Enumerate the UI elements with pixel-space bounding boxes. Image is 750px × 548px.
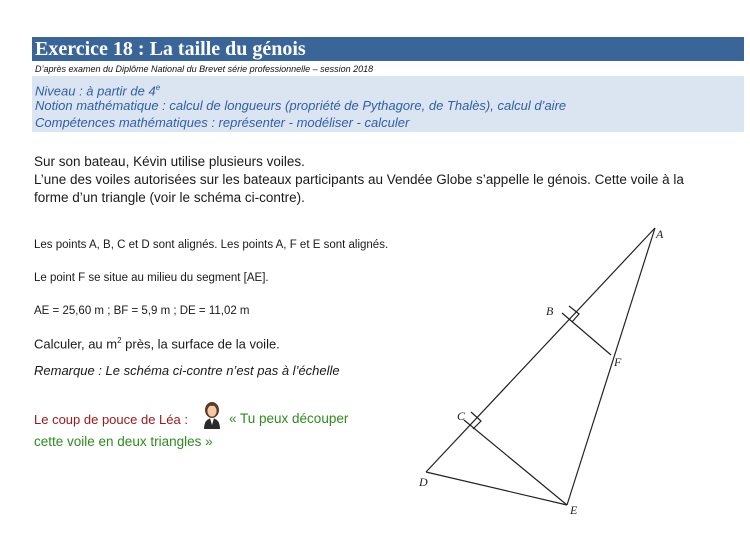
label-B: B bbox=[546, 304, 554, 318]
question-sup: 2 bbox=[117, 336, 122, 345]
aligned-statement: Les points A, B, C et D sont alignés. Les points A, F et E sont alignés. bbox=[34, 239, 389, 251]
label-F: F bbox=[614, 355, 622, 369]
notion-line: Notion mathématique : calcul de longueurs (propriété de Pythagore, de Thalès), calcul d’aire bbox=[35, 98, 567, 113]
remark: Remarque : Le schéma ci-contre n’est pas à l’échelle bbox=[34, 363, 340, 378]
question-suffix: près, la surface de la voile. bbox=[121, 336, 280, 352]
label-E: E bbox=[570, 503, 578, 517]
intro-line-3: forme d’un triangle (voir le schéma ci-contre). bbox=[34, 190, 305, 205]
label-D: D bbox=[419, 475, 428, 489]
midpoint-statement: Le point F se situe au milieu du segment [AE]. bbox=[34, 272, 269, 284]
level-sup: e bbox=[155, 83, 161, 92]
source-note: D’après examen du Diplôme National du Brevet série professionnelle – session 2018 bbox=[35, 64, 374, 74]
segment-AE bbox=[567, 228, 655, 505]
label-C: C bbox=[457, 409, 466, 423]
hint-label: Le coup de pouce de Léa : bbox=[34, 412, 188, 427]
exercise-title: Exercice 18 : La taille du génois bbox=[35, 38, 306, 60]
hint-quote-line-2: cette voile en deux triangles » bbox=[34, 434, 213, 449]
level-text: Niveau : à partir de 4 bbox=[35, 83, 156, 99]
hint-quote-line-1: « Tu peux découper bbox=[229, 411, 349, 426]
question-prefix: Calculer, au m bbox=[34, 336, 118, 352]
skills-line: Compétences mathématiques : représenter - modéliser - calculer bbox=[35, 115, 410, 130]
intro-line-1: Sur son bateau, Kévin utilise plusieurs voiles. bbox=[34, 154, 305, 169]
segment-CE bbox=[464, 420, 567, 505]
segment-AD bbox=[426, 228, 655, 472]
intro-line-2: L’une des voiles autorisées sur les bateaux participants au Vendée Globe s’appelle le génois. Cette voile à la bbox=[34, 172, 684, 187]
label-A: A bbox=[656, 227, 664, 241]
segment-BF bbox=[562, 313, 611, 355]
measures-statement: AE = 25,60 m ; BF = 5,9 m ; DE = 11,02 m bbox=[34, 305, 250, 317]
segment-DE bbox=[426, 472, 567, 505]
